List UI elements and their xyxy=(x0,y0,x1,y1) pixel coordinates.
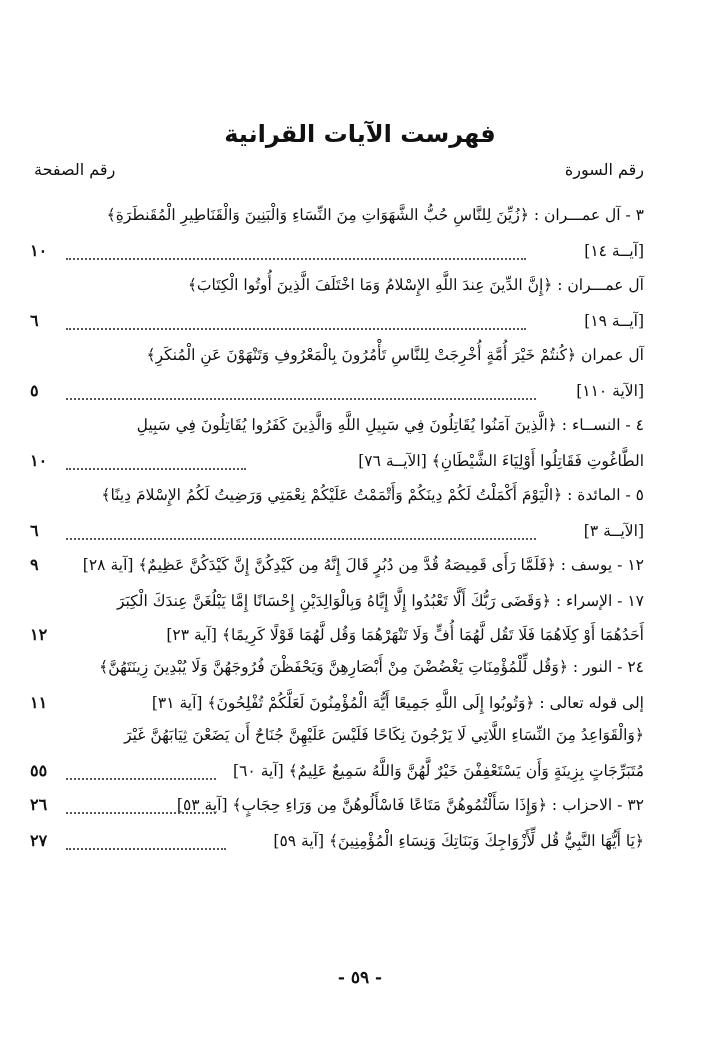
entry-text: ١٧ - الإسراء : ﴿وَقَضَى رَبُّكَ أَلَّا تَعْبُدُوا إِلَّا إِيَّاهُ وَبِالْوَالِدَيْنِ إِحْسَانًا إِمَّا يَبْلُغَنَّ عِندَكَ الْكِبَرَ xyxy=(116,592,644,610)
entry-line xyxy=(0,756,720,786)
entry-line xyxy=(0,688,720,718)
page-title: فهرست الآيات القرانية xyxy=(224,120,496,148)
entry-text: ﴿يَا أَيُّهَا النَّبِيُّ قُل لِّأَزْوَاجِكَ وَبَنَاتِكَ وَنِسَاءِ الْمُؤْمِنِينَ﴾ [آية ٥٩] xyxy=(273,832,644,850)
entry-line xyxy=(0,480,720,510)
entry-text: آل عمـــران : ﴿إِنَّ الدِّينَ عِندَ اللَّهِ الإِسْلامُ وَمَا اخْتَلَفَ الَّذِينَ أُوتُوا الْكِتَابَ﴾ xyxy=(187,276,644,294)
page-number: ١١ xyxy=(30,693,48,712)
entry-text: مُتَبَرِّجَاتٍ بِزِينَةٍ وَأَن يَسْتَعْفِفْنَ خَيْرٌ لَّهُنَّ وَاللَّهُ سَمِيعٌ عَلِيمٌ﴾ [آية ٦٠] xyxy=(233,762,644,780)
page-number: ٩ xyxy=(30,555,39,574)
entry-line xyxy=(0,270,720,300)
entry-text: ٣٢ - الاحزاب : ﴿وَإِذَا سَأَلْتُمُوهُنَّ مَتَاعًا فَاسْأَلُوهُنَّ مِن وَرَاءِ حِجَابٍ﴾ [آية ٥٣] xyxy=(176,796,644,814)
entry-line xyxy=(0,200,720,230)
page-footer-number: - ٥٩ - xyxy=(337,968,383,988)
leader-dots xyxy=(66,832,226,850)
entry-text: ٤ - النســاء : ﴿الَّذِينَ آمَنُوا يُقَاتِلُونَ فِي سَبِيلِ اللَّهِ وَالَّذِينَ كَفَرُوا يُقَاتِلُونَ فِي سَبِيلِ xyxy=(136,416,644,434)
page-number: ٢٧ xyxy=(30,831,48,850)
entry-line xyxy=(0,376,720,406)
leader-dots xyxy=(66,522,536,540)
entry-text: [الآيــة ٣] xyxy=(583,522,644,540)
entry-text: ٥ - المائدة : ﴿الْيَوْمَ أَكْمَلْتُ لَكُمْ دِينَكُمْ وَأَتْمَمْتُ عَلَيْكُمْ نِعْمَتِي وَرَضِيتُ لَكُمُ الإِسْلامَ دِينًا﴾ xyxy=(101,486,644,504)
leader-dots xyxy=(66,762,216,780)
entry-text: ١٢ - يوسف : ﴿فَلَمَّا رَأَى قَمِيصَهُ قُدَّ مِن دُبُرٍ قَالَ إِنَّهُ مِن كَيْدِكُنَّ إِنَّ كَيْدَكُنَّ عَظِيمٌ﴾ [آية ٢٨] xyxy=(82,556,644,574)
entry-line xyxy=(0,410,720,440)
entry-text: [آيــة ١٤] xyxy=(584,242,644,260)
page-number: ١٢ xyxy=(30,625,48,644)
entry-line xyxy=(0,652,720,682)
entry-text: آل عمران ﴿كُنتُمْ خَيْرَ أُمَّةٍ أُخْرِجَتْ لِلنَّاسِ تَأْمُرُونَ بِالْمَعْرُوفِ وَتَنْهَوْنَ عَنِ الْمُنكَرِ﴾ xyxy=(146,346,644,364)
page-number: ٢٦ xyxy=(30,795,48,814)
entry-line xyxy=(0,550,720,580)
page-number: ٥٥ xyxy=(30,761,48,780)
entry-text: أَحَدُهُمَا أَوْ كِلَاهُمَا فَلَا تَقُل لَّهُمَا أُفٍّ وَلَا تَنْهَرْهُمَا وَقُل لَّهُمَا قَوْلًا كَرِيمًا﴾ [آية ٢٣] xyxy=(166,626,644,644)
page-column-header: رقم الصفحة xyxy=(34,160,116,179)
page-number: ٦ xyxy=(30,521,39,540)
page-number: ١٠ xyxy=(30,451,48,470)
leader-dots xyxy=(66,452,246,470)
surah-column-header: رقم السورة xyxy=(564,160,644,179)
entry-line xyxy=(0,720,720,750)
leader-dots xyxy=(66,312,526,330)
leader-dots xyxy=(66,796,216,814)
entry-line xyxy=(0,826,720,856)
entry-text: ٢٤ - النور : ﴿وَقُل لِّلْمُؤْمِنَاتِ يَغْضُضْنَ مِنْ أَبْصَارِهِنَّ وَيَحْفَظْنَ فُرُوجَهُنَّ وَلَا يُبْدِينَ زِينَتَهُنَّ﴾ xyxy=(99,658,644,676)
entry-line xyxy=(0,620,720,650)
entry-line xyxy=(0,516,720,546)
entry-text: ﴿وَالْقَوَاعِدُ مِنَ النِّسَاءِ اللَّاتِي لَا يَرْجُونَ نِكَاحًا فَلَيْسَ عَلَيْهِنَّ جُنَاحٌ أَن يَضَعْنَ ثِيَابَهُنَّ غَيْرَ xyxy=(124,726,644,744)
entry-line xyxy=(0,790,720,820)
leader-dots xyxy=(66,382,536,400)
entry-line xyxy=(0,236,720,266)
entry-text: إلى قوله تعالى : ﴿وَتُوبُوا إِلَى اللَّهِ جَمِيعًا أَيُّهَ الْمُؤْمِنُونَ لَعَلَّكُمْ تُفْلِحُونَ﴾ [آية ٣١] xyxy=(151,694,644,712)
page-number: ٦ xyxy=(30,311,39,330)
entry-text: [آيــة ١٩] xyxy=(584,312,644,330)
page-number: ١٠ xyxy=(30,241,48,260)
entry-text: الطَّاغُوتِ فَقَاتِلُوا أَوْلِيَاءَ الشَّيْطَانِ﴾ [الآيــة ٧٦] xyxy=(358,452,644,470)
leader-dots xyxy=(66,242,526,260)
entry-line xyxy=(0,306,720,336)
entry-line xyxy=(0,446,720,476)
page-number: ٥ xyxy=(30,381,39,400)
entry-text: ٣ - آل عمـــران : ﴿زُيِّنَ لِلنَّاسِ حُبُّ الشَّهَوَاتِ مِنَ النِّسَاءِ وَالْبَنِينَ وَالْقَنَاطِيرِ الْمُقَنطَرَةِ﴾ xyxy=(106,206,644,224)
entry-text: [الآية ١١٠] xyxy=(576,382,644,400)
entry-line xyxy=(0,586,720,616)
entry-line xyxy=(0,340,720,370)
